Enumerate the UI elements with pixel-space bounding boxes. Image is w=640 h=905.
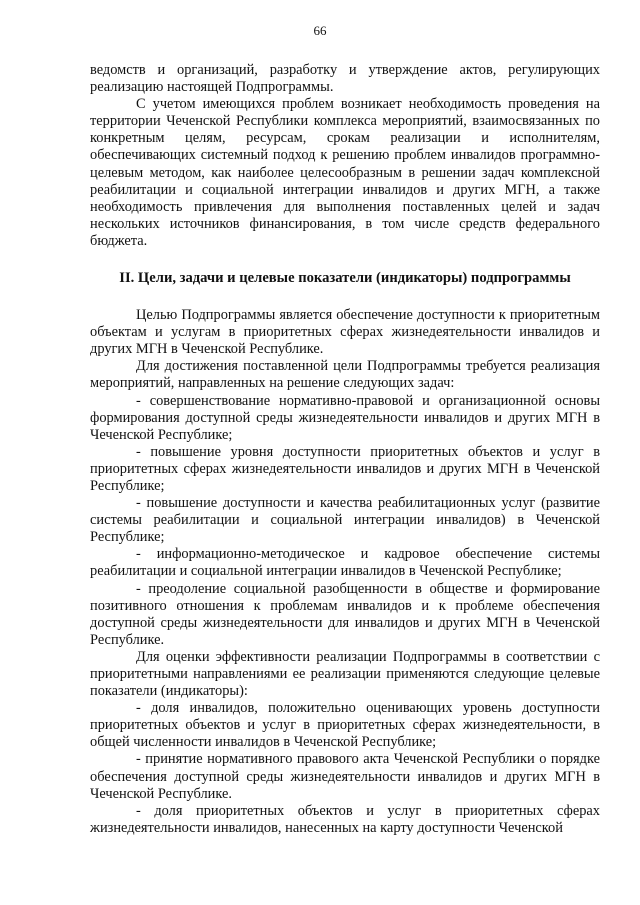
list-item-task: - повышение доступности и качества реабилитационных услуг (развитие системы реабилитации и социальной интеграции инвалидов) в Чеченской Республике; (90, 495, 600, 546)
paragraph: ведомств и организаций, разработку и утверждение актов, регулирующих реализацию настоящей Подпрограммы. (90, 62, 600, 96)
paragraph-goal: Целью Подпрограммы является обеспечение доступности к приоритетным объектам и услугам в приоритетных сферах жизнедеятельности инвалидов и других МГН в Чеченской Республике. (90, 307, 600, 358)
page-content (90, 62, 600, 837)
paragraph-tasks-intro: Для достижения поставленной цели Подпрограммы требуется реализация мероприятий, направленных на решение следующих задач: (90, 358, 600, 392)
list-item-task: - информационно-методическое и кадровое обеспечение системы реабилитации и социальной интеграции инвалидов в Чеченской Республике; (90, 546, 600, 580)
section-heading: II. Цели, задачи и целевые показатели (индикаторы) подпрограммы (119, 270, 571, 287)
paragraph: С учетом имеющихся проблем возникает необходимость проведения на территории Чеченской Республики комплекса мероприятий, взаимосвязанных по конкретным целям, ресурсам, срокам реализации и исполнителям, обеспечивающих системный подход к решению проблем инвалидов программно-целевым методом, как наиболее целесообразным в решении задач комплексной реабилитации и социальной интеграции инвалидов и других МГН, а также необходимость привлечения для выполнения поставленных целей и задач нескольких источников финансирования, в том числе средств федерального бюджета. (90, 96, 600, 249)
page-number: 66 (313, 23, 327, 38)
list-item-task: - повышение уровня доступности приоритетных объектов и услуг в приоритетных сферах жизнедеятельности инвалидов и других МГН в Чеченской Республике; (90, 443, 600, 494)
list-item-task: - преодоление социальной разобщенности в обществе и формирование позитивного отношения к проблемам инвалидов и к проблеме обеспечения доступной среды жизнедеятельности для инвалидов и других МГН в Чеченской Республике. (90, 580, 600, 648)
list-item-task: - совершенствование нормативно-правовой и организационной основы формирования доступной среды жизнедеятельности инвалидов и других МГН в Чеченской Республике; (90, 392, 600, 443)
list-item-indicator: - доля приоритетных объектов и услуг в приоритетных сферах жизнедеятельности инвалидов, нанесенных на карту доступности Чеченской (90, 802, 600, 836)
paragraph-indicators-intro: Для оценки эффективности реализации Подпрограммы в соответствии с приоритетными направлениями ее реализации применяются следующие целевые показатели (индикаторы): (90, 648, 600, 700)
list-item-indicator: - принятие нормативного правового акта Чеченской Республики о порядке обеспечения доступной среды жизнедеятельности инвалидов и других МГН в Чеченской Республике. (90, 751, 600, 802)
list-item-indicator: - доля инвалидов, положительно оценивающих уровень доступности приоритетных объектов и услуг в приоритетных сферах жизнедеятельности, в общей численности инвалидов в Чеченской Республике; (90, 700, 600, 751)
